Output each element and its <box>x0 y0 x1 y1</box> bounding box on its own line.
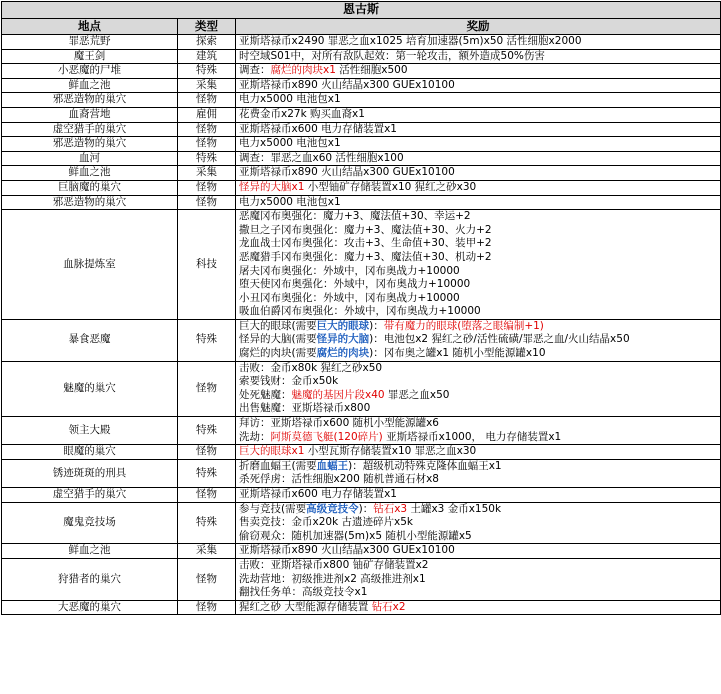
table-body <box>2 35 721 615</box>
row-location: 魔王剑 <box>2 49 178 64</box>
reward-text: 活性细胞x500 <box>335 64 408 77</box>
reward-text: )： <box>358 502 374 515</box>
row-location: 邪恶造物的巢穴 <box>2 93 178 108</box>
reward-line <box>239 333 717 347</box>
reward-text: 亚斯塔禄币x890 火山结晶x300 GUEx10100 <box>239 544 455 557</box>
table-row <box>2 122 721 137</box>
row-reward <box>236 137 721 152</box>
reward-line <box>239 586 717 600</box>
row-location: 领主大殿 <box>2 417 178 445</box>
row-type: 采集 <box>178 544 236 559</box>
reward-text: 售卖竞技：金币x20k 古遗迹碎片x5k <box>239 516 413 529</box>
reward-text: )：超级机动特殊克隆体血蝠王x1 <box>348 459 502 472</box>
row-type: 特殊 <box>178 459 236 487</box>
row-location: 虚空猎手的巢穴 <box>2 488 178 503</box>
table-row <box>2 93 721 108</box>
row-location: 狩猎者的巢穴 <box>2 558 178 600</box>
highlight-item: 魅魔的基因片段x40 <box>291 388 385 401</box>
reward-line <box>239 210 717 224</box>
highlight-item: 带有魔力的眼球(堕落之眼编制+1) <box>383 319 544 332</box>
reward-line <box>239 402 717 416</box>
row-reward <box>236 195 721 210</box>
reward-line <box>239 166 717 180</box>
row-type: 雇佣 <box>178 107 236 122</box>
reward-line <box>239 108 717 122</box>
required-item: 腐烂的肉块 <box>316 347 370 360</box>
required-item: 血蝠王 <box>316 459 349 472</box>
reward-line <box>239 460 717 474</box>
reward-line <box>239 503 717 517</box>
row-location: 血脉提炼室 <box>2 210 178 320</box>
row-type: 怪物 <box>178 361 236 416</box>
row-type: 特殊 <box>178 64 236 79</box>
reward-text: 小型瓦斯存储装置x10 罪恶之血x30 <box>304 445 477 458</box>
reward-text: 猩红之砂 大型能源存储装置 <box>239 600 372 613</box>
required-item: 巨大的眼球 <box>316 319 370 332</box>
reward-line <box>239 473 717 487</box>
table-row <box>2 502 721 544</box>
reward-text: )： <box>369 319 384 332</box>
highlight-item: 腐烂的肉块x1 <box>270 64 336 77</box>
table-row <box>2 445 721 460</box>
reward-text: 花费金币x27k 购买血裔x1 <box>239 107 365 120</box>
reward-line <box>239 64 717 78</box>
row-location: 血裔营地 <box>2 107 178 122</box>
row-type: 怪物 <box>178 122 236 137</box>
row-type: 怪物 <box>178 488 236 503</box>
table-row <box>2 78 721 93</box>
row-reward <box>236 180 721 195</box>
reward-text: 拜访：亚斯塔禄币x600 随机小型能源罐x6 <box>239 417 439 430</box>
reward-line <box>239 237 717 251</box>
header-reward: 奖励 <box>236 19 721 35</box>
row-type: 怪物 <box>178 600 236 615</box>
row-type: 怪物 <box>178 137 236 152</box>
reward-line <box>239 79 717 93</box>
row-type: 特殊 <box>178 319 236 361</box>
reward-line <box>239 431 717 445</box>
row-type: 特殊 <box>178 151 236 166</box>
row-type: 怪物 <box>178 93 236 108</box>
row-type: 怪物 <box>178 445 236 460</box>
row-type: 怪物 <box>178 195 236 210</box>
reward-text: 电力x5000 电池包x1 <box>239 195 341 208</box>
reward-line <box>239 320 717 334</box>
row-location: 巨脑魔的巢穴 <box>2 180 178 195</box>
row-type: 怪物 <box>178 180 236 195</box>
table-title: 恩古斯 <box>2 2 721 19</box>
reward-line <box>239 123 717 137</box>
reward-text: )：电池包x2 猩红之砂/活性硫磺/罪恶之血/火山结晶x50 <box>369 333 630 346</box>
reward-text: 索要钱财：金币x50k <box>239 375 339 388</box>
reward-line <box>239 152 717 166</box>
reward-line <box>239 196 717 210</box>
table-row <box>2 558 721 600</box>
table-row <box>2 488 721 503</box>
highlight-item: 怪异的大脑x1 <box>239 180 305 193</box>
required-item: 高级竞技令 <box>306 502 359 515</box>
row-type: 特殊 <box>178 417 236 445</box>
reward-text: 亚斯塔禄币x890 火山结晶x300 GUEx10100 <box>239 78 455 91</box>
reward-text: 调查： <box>239 64 271 77</box>
reward-line <box>239 362 717 376</box>
row-reward <box>236 417 721 445</box>
reward-table <box>1 1 721 615</box>
reward-text: 小型铀矿存储装置x10 猩红之砂x30 <box>304 180 477 193</box>
reward-text: 土罐x3 金币x150k <box>407 502 502 515</box>
reward-text: 撒旦之子冈布奥强化：魔力+3、魔法值+30、火力+2 <box>239 223 492 236</box>
reward-text: 堕天使冈布奥强化：外域中，冈布奥战力+10000 <box>239 278 471 291</box>
row-reward <box>236 151 721 166</box>
row-reward <box>236 502 721 544</box>
row-reward <box>236 122 721 137</box>
row-reward <box>236 459 721 487</box>
reward-text: 罪恶之血x50 <box>384 388 450 401</box>
reward-line <box>239 251 717 265</box>
row-type: 特殊 <box>178 502 236 544</box>
reward-line <box>239 35 717 49</box>
reward-line <box>239 137 717 151</box>
reward-line <box>239 544 717 558</box>
table-row <box>2 319 721 361</box>
row-location: 鲜血之池 <box>2 78 178 93</box>
reward-text: 怪异的大脑(需要 <box>239 333 317 346</box>
reward-text: 巨大的眼球(需要 <box>239 319 317 332</box>
row-reward <box>236 319 721 361</box>
row-location: 小恶魔的尸堆 <box>2 64 178 79</box>
reward-text: 亚斯塔禄币x600 电力存储装置x1 <box>239 122 397 135</box>
table-row <box>2 195 721 210</box>
row-type: 建筑 <box>178 49 236 64</box>
reward-text: 洗劫营地：初级推进剂x2 高级推进剂x1 <box>239 572 426 585</box>
table-row <box>2 107 721 122</box>
row-reward <box>236 488 721 503</box>
table-row <box>2 417 721 445</box>
reward-line <box>239 573 717 587</box>
reward-text: 亚斯塔禄币x890 火山结晶x300 GUEx10100 <box>239 166 455 179</box>
row-reward <box>236 78 721 93</box>
reward-text: 参与竞技(需要 <box>239 502 307 515</box>
row-reward <box>236 49 721 64</box>
table-row <box>2 151 721 166</box>
reward-line <box>239 50 717 64</box>
reward-line <box>239 389 717 403</box>
row-type: 采集 <box>178 166 236 181</box>
reward-text: 调查：罪恶之血x60 活性细胞x100 <box>239 151 404 164</box>
row-reward <box>236 35 721 50</box>
row-location: 大恶魔的巢穴 <box>2 600 178 615</box>
reward-line <box>239 347 717 361</box>
row-location: 暴食恶魔 <box>2 319 178 361</box>
row-location: 魅魔的巢穴 <box>2 361 178 416</box>
header-type: 类型 <box>178 19 236 35</box>
highlight-item: 钻石x3 <box>373 502 408 515</box>
row-location: 锈迹斑斑的刑具 <box>2 459 178 487</box>
row-location: 罪恶荒野 <box>2 35 178 50</box>
reward-line <box>239 181 717 195</box>
row-location: 鲜血之池 <box>2 544 178 559</box>
row-location: 虚空猎手的巢穴 <box>2 122 178 137</box>
reward-text: 出售魅魔：亚斯塔禄币x800 <box>239 402 371 415</box>
required-item: 怪异的大脑 <box>316 333 370 346</box>
reward-line <box>239 530 717 544</box>
row-type: 怪物 <box>178 558 236 600</box>
reward-text: 时空域S01中，对所有敌队起效：第一轮攻击，额外造成50%伤害 <box>239 49 545 62</box>
reward-text: 屠夫冈布奥强化：外域中，冈布奥战力+10000 <box>239 264 460 277</box>
table-row <box>2 166 721 181</box>
reward-text: 杀死俘虏：活性细胞x200 随机普通石材x8 <box>239 473 439 486</box>
row-reward <box>236 210 721 320</box>
table-row <box>2 137 721 152</box>
row-location: 眼魔的巢穴 <box>2 445 178 460</box>
row-location: 魔鬼竞技场 <box>2 502 178 544</box>
reward-text: 腐烂的肉块(需要 <box>239 347 317 360</box>
row-reward <box>236 166 721 181</box>
reward-line <box>239 93 717 107</box>
row-location: 鲜血之池 <box>2 166 178 181</box>
row-location: 邪恶造物的巢穴 <box>2 195 178 210</box>
highlight-item: 钻石x2 <box>371 600 406 613</box>
row-reward <box>236 544 721 559</box>
table-row <box>2 35 721 50</box>
row-type: 采集 <box>178 78 236 93</box>
table-row <box>2 600 721 615</box>
row-reward <box>236 64 721 79</box>
reward-line <box>239 292 717 306</box>
table-row <box>2 64 721 79</box>
reward-text: 偷窃观众：随机加速器(5m)x5 随机小型能源罐x5 <box>239 529 472 542</box>
reward-line <box>239 559 717 573</box>
reward-text: 亚斯塔禄币x600 电力存储装置x1 <box>239 488 397 500</box>
reward-line <box>239 224 717 238</box>
table-row <box>2 180 721 195</box>
reward-text: 亚斯塔禄币x1000， 电力存储装置x1 <box>382 430 562 443</box>
reward-line <box>239 375 717 389</box>
reward-text: 洗劫： <box>239 430 271 443</box>
row-type: 探索 <box>178 35 236 50</box>
reward-text: 电力x5000 电池包x1 <box>239 93 341 106</box>
row-reward <box>236 361 721 416</box>
table-row <box>2 210 721 320</box>
reward-text: 小丑冈布奥强化：外域中，冈布奥战力+10000 <box>239 291 460 304</box>
reward-line <box>239 445 717 459</box>
reward-text: 亚斯塔禄币x2490 罪恶之血x1025 培育加速器(5m)x50 活性细胞x2000 <box>239 35 582 47</box>
reward-text: 处死魅魔： <box>239 388 292 401</box>
row-reward <box>236 93 721 108</box>
reward-line <box>239 305 717 319</box>
reward-text: )：冈布奥之罐x1 随机小型能源罐x10 <box>369 347 546 360</box>
reward-line <box>239 601 717 615</box>
reward-text: 电力x5000 电池包x1 <box>239 137 341 150</box>
reward-text: 翻找任务单：高级竞技令x1 <box>239 586 368 599</box>
reward-text: 吸血伯爵冈布奥强化：外域中，冈布奥战力+10000 <box>239 305 481 318</box>
reward-text: 恶魔猎手冈布奥强化：魔力+3、魔法值+30、机动+2 <box>239 250 492 263</box>
row-location: 邪恶造物的巢穴 <box>2 137 178 152</box>
row-reward <box>236 600 721 615</box>
highlight-item: 阿斯莫德飞艇(120碎片) <box>270 430 383 443</box>
reward-text: 龙血战士冈布奥强化：攻击+3、生命值+30、装甲+2 <box>239 237 492 250</box>
reward-line <box>239 417 717 431</box>
reward-line <box>239 278 717 292</box>
reward-line <box>239 488 717 502</box>
table-row <box>2 544 721 559</box>
reward-text: 击败：金币x80k 猩红之砂x50 <box>239 361 383 374</box>
reward-text: 击败：亚斯塔禄币x800 铀矿存储装置x2 <box>239 558 429 571</box>
row-location: 血河 <box>2 151 178 166</box>
reward-text: 恶魔冈布奥强化：魔力+3、魔法值+30、幸运+2 <box>239 210 471 223</box>
header-location: 地点 <box>2 19 178 35</box>
highlight-item: 巨大的眼球x1 <box>239 445 305 458</box>
row-reward <box>236 107 721 122</box>
table-row <box>2 49 721 64</box>
reward-line <box>239 516 717 530</box>
row-reward <box>236 445 721 460</box>
row-reward <box>236 558 721 600</box>
row-type: 科技 <box>178 210 236 320</box>
reward-line <box>239 265 717 279</box>
table-row <box>2 361 721 416</box>
table-row <box>2 459 721 487</box>
reward-text: 折磨血蝠王(需要 <box>239 459 317 472</box>
